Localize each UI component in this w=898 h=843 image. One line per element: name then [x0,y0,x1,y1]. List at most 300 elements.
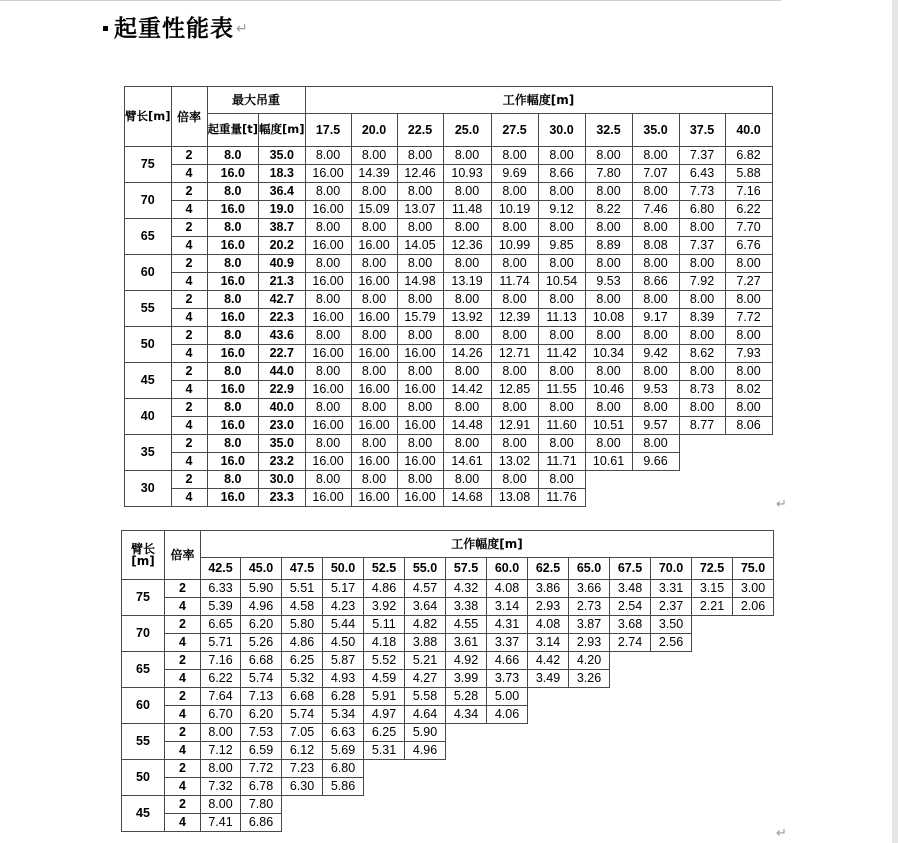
load-value-cell: 8.22 [585,201,632,219]
empty-cell [569,778,610,796]
load-value-cell: 14.48 [443,417,491,435]
load-value-cell: 4.96 [405,742,446,760]
max-load-cell: 8.0 [207,255,259,273]
load-value-cell: 8.00 [538,255,585,273]
load-value-cell: 8.00 [632,219,679,237]
load-value-cell: 2.21 [692,598,733,616]
load-value-cell: 2.56 [651,634,692,652]
load-value-cell: 8.77 [679,417,725,435]
load-value-cell: 6.65 [201,616,241,634]
paragraph-mark-icon: ↵ [776,496,787,511]
load-value-cell: 4.08 [487,580,528,598]
load-value-cell: 3.37 [487,634,528,652]
document-heading [103,10,248,42]
load-value-cell: 4.08 [528,616,569,634]
load-value-cell: 7.80 [585,165,632,183]
load-value-cell: 2.54 [610,598,651,616]
radius-header-35-0: 35.0 [632,114,679,147]
table-row [125,183,773,201]
load-value-cell: 8.00 [443,327,491,345]
load-value-cell: 8.00 [443,399,491,417]
empty-cell [733,634,774,652]
load-value-cell: 10.54 [538,273,585,291]
load-value-cell: 13.02 [491,453,538,471]
load-value-cell: 8.00 [585,435,632,453]
ratio-cell: 4 [165,670,201,688]
load-value-cell: 16.00 [351,417,397,435]
load-value-cell: 2.06 [733,598,774,616]
load-value-cell: 11.60 [538,417,585,435]
ratio-cell: 2 [171,219,207,237]
empty-cell [405,814,446,832]
table-row [125,201,773,219]
load-value-cell: 13.08 [491,489,538,507]
table-row [125,471,773,489]
ratio-cell: 2 [165,724,201,742]
load-value-cell: 14.39 [351,165,397,183]
load-value-cell: 8.00 [351,327,397,345]
load-value-cell: 8.00 [443,291,491,309]
arm-length-cell: 50 [122,760,165,796]
max-radius-cell: 44.0 [259,363,306,381]
load-value-cell: 9.17 [632,309,679,327]
empty-cell [692,796,733,814]
load-value-cell: 3.87 [569,616,610,634]
load-value-cell: 8.00 [351,255,397,273]
load-value-cell: 8.00 [305,399,351,417]
load-value-cell: 7.32 [201,778,241,796]
load-value-cell: 2.93 [569,634,610,652]
max-load-cell: 8.0 [207,471,259,489]
load-value-cell: 7.37 [679,237,725,255]
radius-header-52-5: 52.5 [364,558,405,580]
ratio-cell: 2 [171,183,207,201]
max-radius-cell: 30.0 [259,471,306,489]
empty-cell [528,778,569,796]
header-ratio: 倍率 [171,87,207,147]
radius-header-57-5: 57.5 [446,558,487,580]
empty-cell [323,814,364,832]
empty-cell [446,760,487,778]
load-value-cell: 8.00 [397,435,443,453]
radius-header-17-5: 17.5 [305,114,351,147]
load-value-cell: 8.00 [305,183,351,201]
load-value-cell: 6.20 [241,706,282,724]
ratio-cell: 4 [165,706,201,724]
load-value-cell: 4.66 [487,652,528,670]
load-value-cell: 8.00 [351,435,397,453]
load-value-cell: 5.80 [282,616,323,634]
load-value-cell: 8.62 [679,345,725,363]
load-value-cell: 16.00 [305,201,351,219]
max-load-cell: 8.0 [207,435,259,453]
radius-header-45-0: 45.0 [241,558,282,580]
load-value-cell: 8.00 [725,255,772,273]
load-value-cell: 5.52 [364,652,405,670]
load-value-cell: 16.00 [397,417,443,435]
load-value-cell: 7.27 [725,273,772,291]
load-value-cell: 7.37 [679,147,725,165]
empty-cell [725,471,772,489]
radius-header-65-0: 65.0 [569,558,610,580]
load-value-cell: 8.00 [585,399,632,417]
ratio-cell: 4 [171,237,207,255]
load-value-cell: 11.42 [538,345,585,363]
max-load-cell: 8.0 [207,291,259,309]
table-row [125,219,773,237]
ratio-cell: 4 [171,273,207,291]
load-value-cell: 14.98 [397,273,443,291]
load-value-cell: 16.00 [305,237,351,255]
load-value-cell: 12.91 [491,417,538,435]
load-value-cell: 5.34 [323,706,364,724]
empty-cell [610,796,651,814]
ratio-cell: 4 [171,453,207,471]
radius-header-47-5: 47.5 [282,558,323,580]
load-value-cell: 7.93 [725,345,772,363]
paragraph-mark-icon: ↵ [776,825,787,840]
load-value-cell: 8.00 [397,291,443,309]
load-value-cell: 8.00 [443,255,491,273]
empty-cell [651,670,692,688]
load-value-cell: 10.93 [443,165,491,183]
load-value-cell: 5.91 [364,688,405,706]
load-value-cell: 4.93 [323,670,364,688]
load-value-cell: 4.96 [241,598,282,616]
max-radius-cell: 38.7 [259,219,306,237]
load-value-cell: 7.23 [282,760,323,778]
load-value-cell: 7.16 [725,183,772,201]
load-value-cell: 6.22 [725,201,772,219]
load-value-cell: 4.18 [364,634,405,652]
ratio-cell: 4 [171,417,207,435]
load-value-cell: 11.74 [491,273,538,291]
empty-cell [692,652,733,670]
load-value-cell: 7.53 [241,724,282,742]
load-value-cell: 3.26 [569,670,610,688]
load-value-cell: 4.55 [446,616,487,634]
table-row [125,309,773,327]
empty-cell [528,760,569,778]
radius-header-75-0: 75.0 [733,558,774,580]
empty-cell [733,760,774,778]
load-value-cell: 8.00 [585,291,632,309]
empty-cell [405,760,446,778]
load-value-cell: 8.00 [679,255,725,273]
load-value-cell: 5.00 [487,688,528,706]
load-value-cell: 5.88 [725,165,772,183]
empty-cell [733,652,774,670]
max-radius-cell: 36.4 [259,183,306,201]
load-value-cell: 8.00 [491,363,538,381]
load-value-cell: 8.00 [305,147,351,165]
max-load-cell: 8.0 [207,183,259,201]
load-value-cell: 6.86 [241,814,282,832]
max-radius-cell: 19.0 [259,201,306,219]
max-load-cell: 16.0 [207,417,259,435]
load-value-cell: 10.34 [585,345,632,363]
empty-cell [446,724,487,742]
max-load-cell: 16.0 [207,345,259,363]
load-value-cell: 16.00 [305,489,351,507]
load-value-cell: 5.17 [323,580,364,598]
max-radius-cell: 23.0 [259,417,306,435]
load-value-cell: 8.00 [632,327,679,345]
load-value-cell: 16.00 [351,273,397,291]
empty-cell [725,489,772,507]
load-value-cell: 8.00 [679,327,725,345]
load-value-cell: 8.00 [585,183,632,201]
arm-length-cell: 45 [125,363,172,399]
empty-cell [528,814,569,832]
ratio-cell: 4 [165,742,201,760]
load-value-cell: 5.51 [282,580,323,598]
load-value-cell: 5.31 [364,742,405,760]
header-arm-length: 臂长[m] [125,87,172,147]
empty-cell [364,760,405,778]
empty-cell [651,688,692,706]
load-value-cell: 3.64 [405,598,446,616]
ratio-cell: 2 [171,363,207,381]
load-value-cell: 8.00 [443,219,491,237]
load-value-cell: 6.70 [201,706,241,724]
arm-length-cell: 55 [125,291,172,327]
load-value-cell: 16.00 [397,345,443,363]
max-radius-cell: 40.0 [259,399,306,417]
load-value-cell: 10.08 [585,309,632,327]
load-value-cell: 8.00 [351,183,397,201]
load-value-cell: 7.72 [241,760,282,778]
max-radius-cell: 22.9 [259,381,306,399]
empty-cell [585,489,632,507]
empty-cell [487,814,528,832]
empty-cell [364,796,405,814]
arm-length-cell: 60 [122,688,165,724]
max-radius-cell: 35.0 [259,435,306,453]
load-value-cell: 14.05 [397,237,443,255]
load-value-cell: 3.86 [528,580,569,598]
load-value-cell: 8.00 [538,363,585,381]
load-value-cell: 8.00 [725,291,772,309]
load-value-cell: 6.28 [323,688,364,706]
load-value-cell: 8.00 [538,291,585,309]
load-value-cell: 7.41 [201,814,241,832]
load-value-cell: 6.68 [241,652,282,670]
load-value-cell: 8.00 [632,363,679,381]
load-value-cell: 2.73 [569,598,610,616]
empty-cell [528,706,569,724]
load-value-cell: 7.16 [201,652,241,670]
ratio-cell: 2 [171,255,207,273]
load-value-cell: 8.00 [491,147,538,165]
load-value-cell: 8.00 [491,183,538,201]
empty-cell [692,688,733,706]
load-value-cell: 16.00 [397,489,443,507]
empty-cell [446,796,487,814]
load-value-cell: 4.23 [323,598,364,616]
load-value-cell: 8.00 [538,219,585,237]
load-value-cell: 8.00 [632,255,679,273]
load-value-cell: 4.20 [569,652,610,670]
max-load-cell: 16.0 [207,381,259,399]
load-value-cell: 16.00 [305,417,351,435]
load-value-cell: 10.19 [491,201,538,219]
load-value-cell: 12.85 [491,381,538,399]
radius-header-37-5: 37.5 [679,114,725,147]
load-value-cell: 8.00 [351,363,397,381]
load-value-cell: 4.92 [446,652,487,670]
empty-cell [446,742,487,760]
load-value-cell: 14.26 [443,345,491,363]
load-value-cell: 16.00 [397,381,443,399]
arm-length-cell: 30 [125,471,172,507]
table-row [125,399,773,417]
max-radius-cell: 40.9 [259,255,306,273]
load-value-cell: 16.00 [351,381,397,399]
load-value-cell: 7.70 [725,219,772,237]
ratio-cell: 2 [171,399,207,417]
load-value-cell: 5.58 [405,688,446,706]
empty-cell [446,778,487,796]
load-value-cell: 8.00 [443,435,491,453]
header-max-load: 最大吊重 [207,87,305,114]
load-value-cell: 8.00 [491,471,538,489]
load-value-cell: 9.69 [491,165,538,183]
load-value-cell: 6.78 [241,778,282,796]
empty-cell [733,742,774,760]
table-row [125,363,773,381]
arm-length-cell: 70 [122,616,165,652]
load-value-cell: 8.00 [491,435,538,453]
empty-cell [733,724,774,742]
table-row [122,688,774,706]
radius-header-22-5: 22.5 [397,114,443,147]
ratio-cell: 2 [171,327,207,345]
load-value-cell: 10.99 [491,237,538,255]
load-value-cell: 5.11 [364,616,405,634]
load-value-cell: 16.00 [305,381,351,399]
ratio-cell: 4 [171,345,207,363]
max-load-cell: 8.0 [207,399,259,417]
load-value-cell: 8.00 [538,435,585,453]
load-value-cell: 10.51 [585,417,632,435]
load-value-cell: 8.00 [491,255,538,273]
load-value-cell: 5.74 [282,706,323,724]
empty-cell [610,706,651,724]
arm-length-cell: 65 [122,652,165,688]
ratio-cell: 4 [165,778,201,796]
load-value-cell: 8.00 [351,399,397,417]
load-value-cell: 8.00 [397,147,443,165]
empty-cell [487,724,528,742]
empty-cell [733,688,774,706]
load-value-cell: 5.21 [405,652,446,670]
ratio-cell: 2 [165,580,201,598]
load-value-cell: 3.38 [446,598,487,616]
load-value-cell: 3.14 [487,598,528,616]
empty-cell [651,724,692,742]
empty-cell [725,435,772,453]
load-value-cell: 6.25 [364,724,405,742]
table-row [125,381,773,399]
load-value-cell: 4.97 [364,706,405,724]
empty-cell [651,742,692,760]
load-value-cell: 8.00 [491,327,538,345]
arm-length-cell: 75 [125,147,172,183]
ratio-cell: 2 [171,291,207,309]
empty-cell [733,814,774,832]
table-row [122,742,774,760]
radius-header-50-0: 50.0 [323,558,364,580]
empty-cell [679,489,725,507]
radius-header-30-0: 30.0 [538,114,585,147]
radius-header-42-5: 42.5 [201,558,241,580]
ratio-cell: 2 [165,760,201,778]
empty-cell [323,796,364,814]
load-value-cell: 12.46 [397,165,443,183]
load-value-cell: 8.06 [725,417,772,435]
load-value-cell: 13.07 [397,201,443,219]
table-row [122,814,774,832]
max-radius-cell: 22.7 [259,345,306,363]
load-value-cell: 8.00 [632,147,679,165]
load-value-cell: 4.82 [405,616,446,634]
load-value-cell: 6.33 [201,580,241,598]
table-row [122,616,774,634]
empty-cell [610,688,651,706]
empty-cell [282,814,323,832]
max-radius-cell: 18.3 [259,165,306,183]
load-value-cell: 7.12 [201,742,241,760]
empty-cell [528,724,569,742]
empty-cell [528,796,569,814]
empty-cell [569,760,610,778]
load-value-cell: 4.64 [405,706,446,724]
load-value-cell: 8.00 [305,255,351,273]
page-top-rule [0,0,781,1]
load-value-cell: 16.00 [305,273,351,291]
load-value-cell: 15.09 [351,201,397,219]
ratio-cell: 2 [165,616,201,634]
empty-cell [610,670,651,688]
empty-cell [692,616,733,634]
empty-cell [651,706,692,724]
load-value-cell: 6.30 [282,778,323,796]
load-value-cell: 7.72 [725,309,772,327]
header-load-t: 起重量[t] [207,114,259,147]
load-value-cell: 6.82 [725,147,772,165]
load-value-cell: 5.39 [201,598,241,616]
ratio-cell: 2 [165,796,201,814]
load-value-cell: 4.32 [446,580,487,598]
empty-cell [679,435,725,453]
max-radius-cell: 43.6 [259,327,306,345]
load-value-cell: 8.00 [305,435,351,453]
load-value-cell: 4.31 [487,616,528,634]
load-value-cell: 7.73 [679,183,725,201]
load-value-cell: 14.42 [443,381,491,399]
load-value-cell: 7.05 [282,724,323,742]
load-value-cell: 8.00 [725,363,772,381]
load-value-cell: 8.00 [397,219,443,237]
radius-header-27-5: 27.5 [491,114,538,147]
ratio-cell: 4 [171,309,207,327]
load-value-cell: 8.00 [443,471,491,489]
empty-cell [405,796,446,814]
load-value-cell: 8.00 [585,147,632,165]
load-value-cell: 5.26 [241,634,282,652]
max-load-cell: 8.0 [207,363,259,381]
